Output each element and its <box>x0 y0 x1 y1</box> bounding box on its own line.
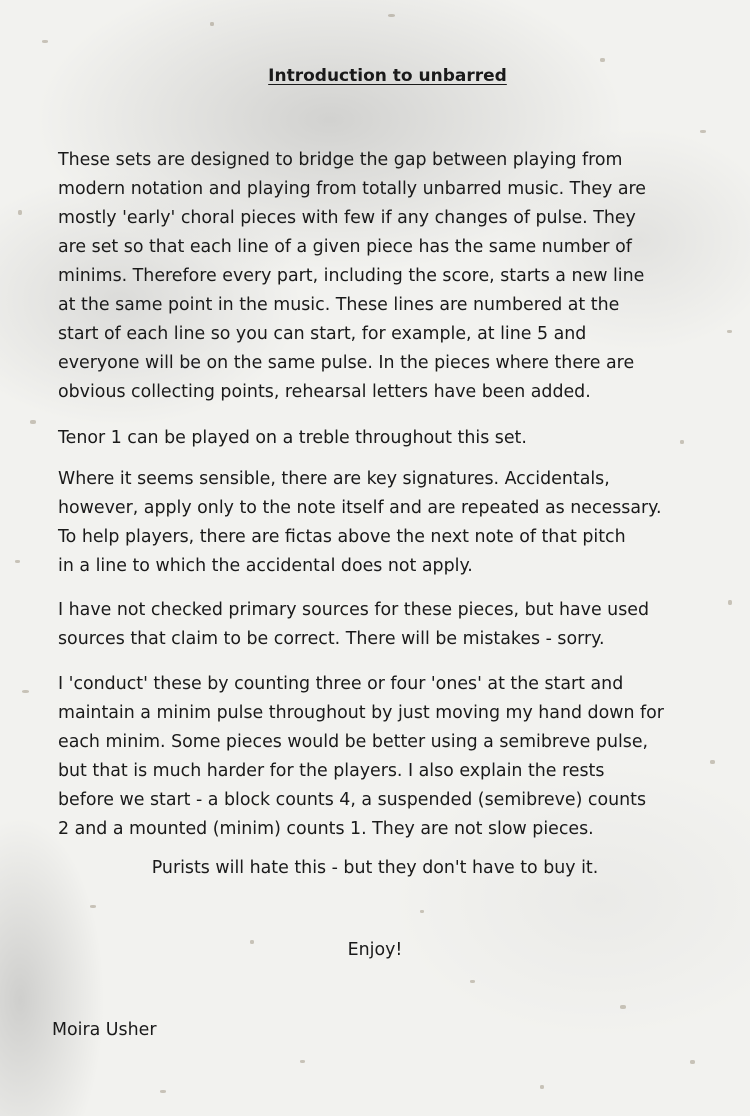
text-line: obvious collecting points, rehearsal letters have been added. <box>58 382 591 402</box>
text-line: These sets are designed to bridge the gap between playing from <box>58 150 623 170</box>
text-line: I have not checked primary sources for these pieces, but have used <box>58 600 649 620</box>
text-line: but that is much harder for the players. I also explain the rests <box>58 761 605 781</box>
text-line: before we start - a block counts 4, a suspended (semibreve) counts <box>58 790 647 810</box>
page-title: Introduction to unbarred <box>268 66 507 86</box>
paragraph-accidentals <box>58 465 708 581</box>
author-name: Moira Usher <box>52 1020 157 1040</box>
text-line: minims. Therefore every part, including the score, starts a new line <box>58 266 645 286</box>
text-line: To help players, there are fictas above the next note of that pitch <box>58 527 626 547</box>
sign-off: Enjoy! <box>347 940 403 960</box>
paragraph-sources <box>58 596 708 654</box>
closing-line: Purists will hate this - but they don't have to buy it. <box>151 858 599 878</box>
text-line: in a line to which the accidental does not apply. <box>58 556 473 576</box>
text-line: Where it seems sensible, there are key signatures. Accidentals, <box>58 469 610 489</box>
text-line: everyone will be on the same pulse. In the pieces where there are <box>58 353 635 373</box>
text-line: sources that claim to be correct. There will be mistakes - sorry. <box>58 629 605 649</box>
text-line: are set so that each line of a given piece has the same number of <box>58 237 632 257</box>
paragraph-intro <box>58 146 708 407</box>
text-line: mostly 'early' choral pieces with few if any changes of pulse. They <box>58 208 636 228</box>
paragraph-tenor <box>58 424 708 453</box>
text-line: start of each line so you can start, for example, at line 5 and <box>58 324 587 344</box>
text-line: at the same point in the music. These lines are numbered at the <box>58 295 620 315</box>
text-line: however, apply only to the note itself and are repeated as necessary. <box>58 498 662 518</box>
text-line: 2 and a mounted (minim) counts 1. They are not slow pieces. <box>58 819 594 839</box>
text-line: Tenor 1 can be played on a treble throughout this set. <box>58 428 527 448</box>
text-line: I 'conduct' these by counting three or four 'ones' at the start and <box>58 674 624 694</box>
text-line: modern notation and playing from totally unbarred music. They are <box>58 179 646 199</box>
paragraph-conducting <box>58 670 708 844</box>
text-line: each minim. Some pieces would be better using a semibreve pulse, <box>58 732 649 752</box>
text-line: maintain a minim pulse throughout by just moving my hand down for <box>58 703 664 723</box>
